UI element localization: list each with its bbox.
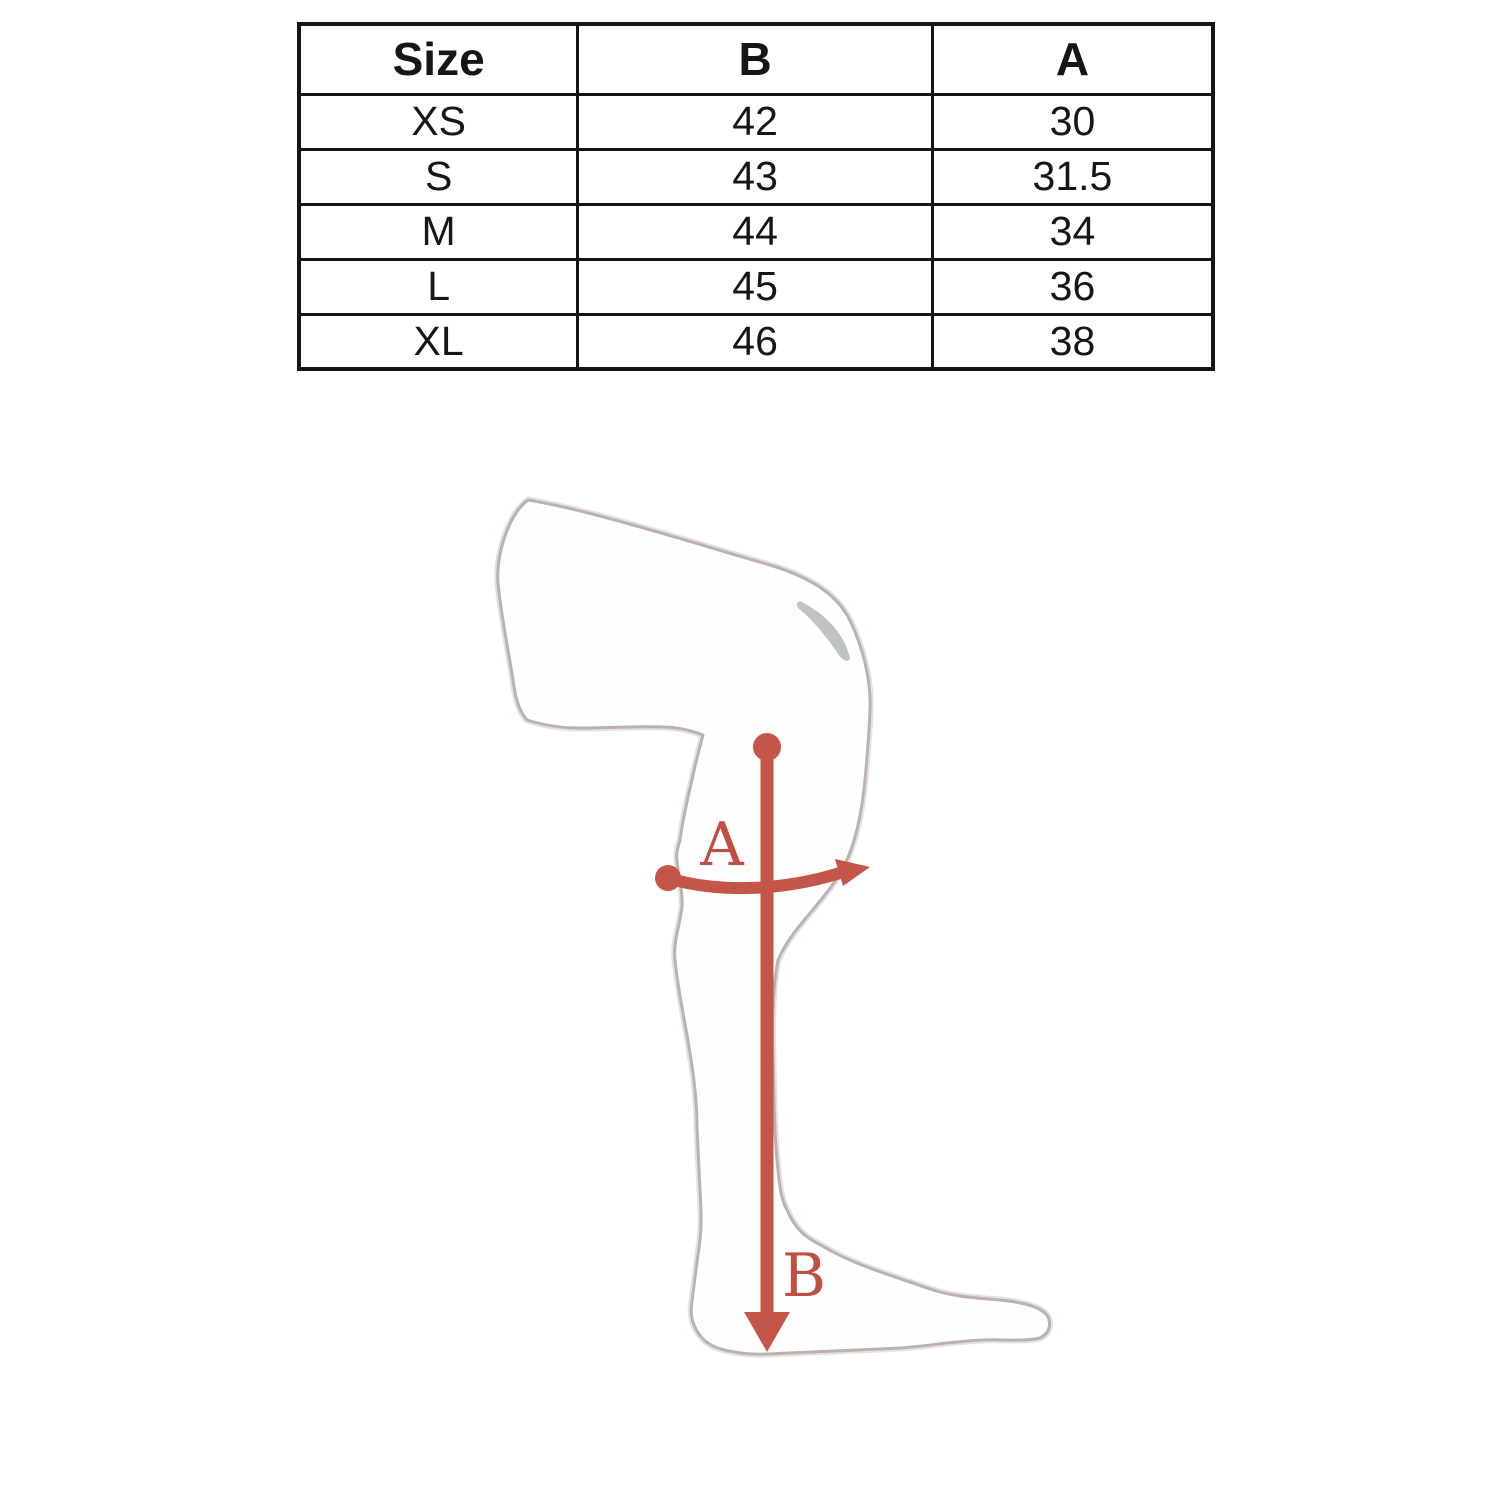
column-header-b: B xyxy=(578,24,933,94)
size-cell: XS xyxy=(299,94,578,149)
a-value-cell: 30 xyxy=(932,94,1213,149)
table-row xyxy=(299,259,1213,314)
a-value-cell: 38 xyxy=(932,314,1213,369)
size-cell: M xyxy=(299,204,578,259)
size-cell: XL xyxy=(299,314,578,369)
a-value-cell: 31.5 xyxy=(932,149,1213,204)
column-header-size: Size xyxy=(299,24,578,94)
b-value-cell: 46 xyxy=(578,314,933,369)
table-row xyxy=(299,149,1213,204)
table-row xyxy=(299,204,1213,259)
b-value-cell: 43 xyxy=(578,149,933,204)
size-cell: S xyxy=(299,149,578,204)
b-value-cell: 44 xyxy=(578,204,933,259)
label-b: B xyxy=(781,1241,827,1311)
size-cell: L xyxy=(299,259,578,314)
a-value-cell: 34 xyxy=(932,204,1213,259)
size-chart-table xyxy=(297,22,1215,371)
header-row xyxy=(299,24,1213,94)
column-header-a: A xyxy=(932,24,1213,94)
table-row xyxy=(299,314,1213,369)
b-value-cell: 45 xyxy=(578,259,933,314)
leg-measurement-diagram xyxy=(440,470,1100,1390)
a-arrowhead xyxy=(835,859,870,886)
table-row xyxy=(299,94,1213,149)
leg-outline xyxy=(498,500,1050,1354)
label-a: A xyxy=(700,810,744,880)
a-value-cell: 36 xyxy=(932,259,1213,314)
b-value-cell: 42 xyxy=(578,94,933,149)
